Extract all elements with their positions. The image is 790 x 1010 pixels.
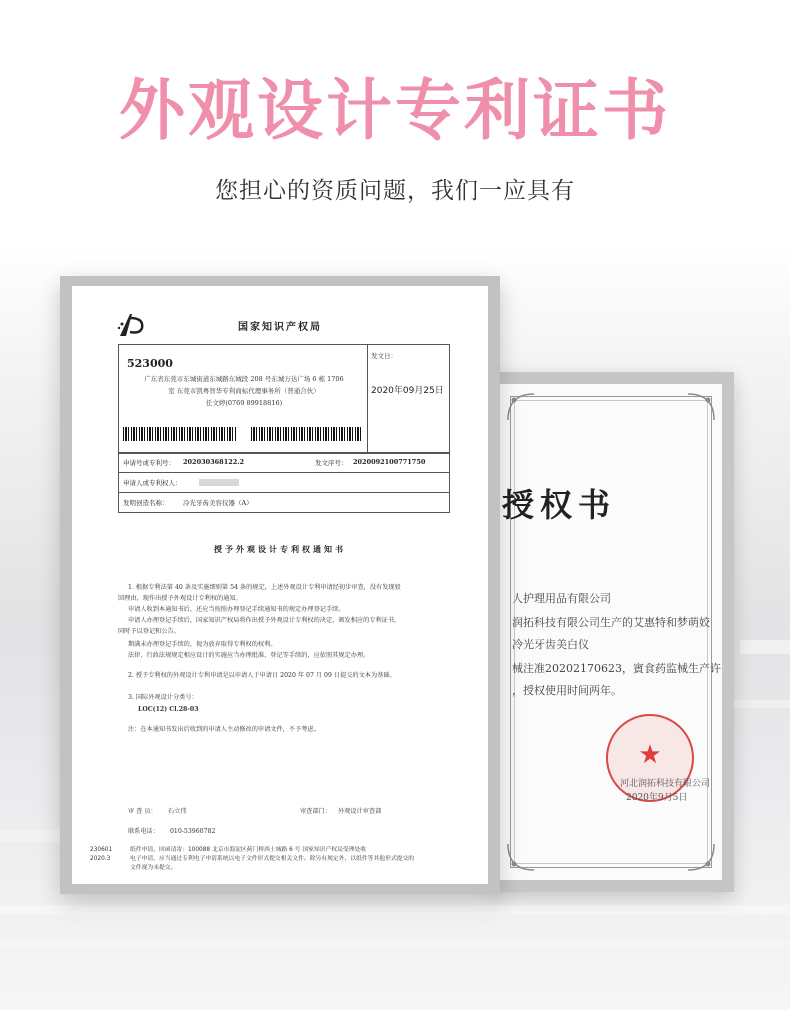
certificate-line: 润拓科技有限公司生产的艾惠特和梦萌姣 bbox=[512, 616, 710, 629]
corner-ornament-icon bbox=[506, 392, 536, 422]
certificate-line: 冷光牙齿美白仪 bbox=[512, 638, 589, 651]
notice-paragraph: 回理由，现作出授予外观设计专利权的通知。 bbox=[118, 595, 242, 602]
floor-reflection bbox=[0, 905, 790, 915]
certificate-title: 授权书 bbox=[502, 486, 617, 524]
application-no-label: 申请号或专利号： bbox=[123, 459, 175, 467]
notice-paragraph: 申请人收到本通知书后，还应当按照办理登记手续通知书的规定办理登记手续。 bbox=[128, 606, 345, 613]
dept-name: 外观设计审查部 bbox=[338, 808, 382, 815]
form-code bbox=[90, 846, 118, 864]
certificate-line: ，授权使用时间两年。 bbox=[512, 684, 622, 697]
notice-paragraph: 3. 国际外观设计分类号： bbox=[128, 694, 198, 701]
address-line: 室 东莞市凯粤智华专利商标代理事务所（普通合伙） bbox=[168, 387, 320, 395]
certificate-signature: 河北润拓科技有限公司 bbox=[620, 779, 711, 789]
agency-name: 国家知识产权局 bbox=[238, 322, 322, 333]
wall-reflection bbox=[730, 700, 790, 708]
certificate-line: 械注准20202170623，賓食药监械生产许 bbox=[512, 662, 721, 675]
address-line: 广东省东莞市东城街道东城路东城段 208 号东城万达广场 6 栋 1706 bbox=[144, 375, 344, 383]
table-row bbox=[119, 472, 449, 492]
serial-no-label: 发文序号： bbox=[315, 459, 348, 467]
table-row bbox=[119, 492, 449, 512]
loc-classification: LOC(12) Cl.28-03 bbox=[138, 706, 199, 713]
certificate-line: 人护理用品有限公司 bbox=[512, 592, 611, 605]
recipient-address bbox=[125, 373, 363, 409]
footer-text bbox=[130, 846, 470, 873]
application-table bbox=[118, 452, 450, 513]
issue-date-label: 发文日： bbox=[371, 352, 397, 360]
notice-paragraph: 同时予以登记和公告。 bbox=[118, 628, 180, 635]
wall-reflection bbox=[740, 640, 790, 654]
form-code-line: 230601 bbox=[90, 847, 113, 853]
corner-ornament-icon bbox=[506, 842, 536, 872]
invention-name: 冷光牙齿美容仪器（A） bbox=[183, 499, 253, 507]
notice-title: 授予外观设计专利权通知书 bbox=[214, 545, 346, 554]
wall-reflection bbox=[0, 830, 60, 842]
applicant-label: 申请人或专利权人： bbox=[123, 479, 182, 487]
footer-line: 电子申请，应当通过专利电子申请系统以电子文件形式提交相关文件。除另有规定外，以纸件等其他形式提交的 bbox=[130, 856, 415, 862]
notice-note: 注：在本通知书发出后收到的申请人主动修改的申请文件，不予考虑。 bbox=[128, 726, 320, 733]
seal-star-icon: ★ bbox=[638, 740, 662, 770]
certificate-paper bbox=[500, 384, 722, 880]
page-title: 外观设计专利证书 bbox=[119, 72, 671, 149]
footer-line: 文件视为未提交。 bbox=[130, 865, 177, 871]
address-line: 任文婷(0769 89918816) bbox=[205, 399, 283, 407]
divider bbox=[367, 345, 368, 453]
floor-reflection bbox=[0, 940, 790, 946]
corner-ornament-icon bbox=[686, 842, 716, 872]
page-subtitle: 您担心的资质问题，我们一应具有 bbox=[215, 178, 575, 204]
corner-ornament-icon bbox=[686, 392, 716, 422]
notice-paper bbox=[72, 286, 488, 884]
barcode bbox=[123, 427, 363, 441]
phone-number: 010-53960782 bbox=[170, 828, 216, 835]
application-no: 202030368122.2 bbox=[183, 458, 245, 466]
table-row bbox=[119, 452, 449, 472]
dept-label: 审查部门： bbox=[300, 808, 331, 815]
examiner-name: 石立伟 bbox=[168, 808, 187, 815]
notice-paragraph: 期满未办理登记手续的，视为放弃取得专利权的权利。 bbox=[128, 641, 277, 648]
footer-line: 纸件申请，回函请寄：100088 北京市海淀区蓟门桥西土城路 6 号 国家知识产权局受理处收 bbox=[130, 847, 367, 853]
patent-notice-document bbox=[60, 276, 500, 894]
serial-no: 2020092100771750 bbox=[353, 458, 426, 466]
authorization-certificate bbox=[488, 372, 734, 892]
phone-label: 联系电话： bbox=[128, 828, 159, 835]
form-code-line: 2020.3 bbox=[90, 856, 111, 862]
postal-code: 523000 bbox=[127, 357, 173, 370]
address-box bbox=[118, 344, 450, 454]
issue-date: 2020年09月25日 bbox=[371, 386, 444, 396]
invention-label: 发明创造名称： bbox=[123, 499, 169, 507]
notice-paragraph: 1. 根据专利法第 40 条及实施细则第 54 条的规定，上述外观设计专利申请经初步审查，没有发现驳 bbox=[128, 584, 401, 591]
examiner-label: 审 查 员： bbox=[128, 808, 157, 815]
notice-paragraph: 2. 授予专利权的外观设计专利申请是以申请人于申请日 2020 年 07 月 09 日提交的文本为基础。 bbox=[128, 672, 396, 679]
notice-paragraph: 法律、行政法规规定相应设计的实施应当办理批准、登记等手续的，应依照其规定办理。 bbox=[128, 652, 370, 659]
notice-paragraph: 申请人办理登记手续后，国家知识产权局将作出授予外观设计专利权的决定，颁发相应的专利证书， bbox=[128, 617, 401, 624]
redacted-applicant bbox=[199, 479, 239, 486]
certificate-date: 2020年9月5日 bbox=[626, 793, 688, 803]
